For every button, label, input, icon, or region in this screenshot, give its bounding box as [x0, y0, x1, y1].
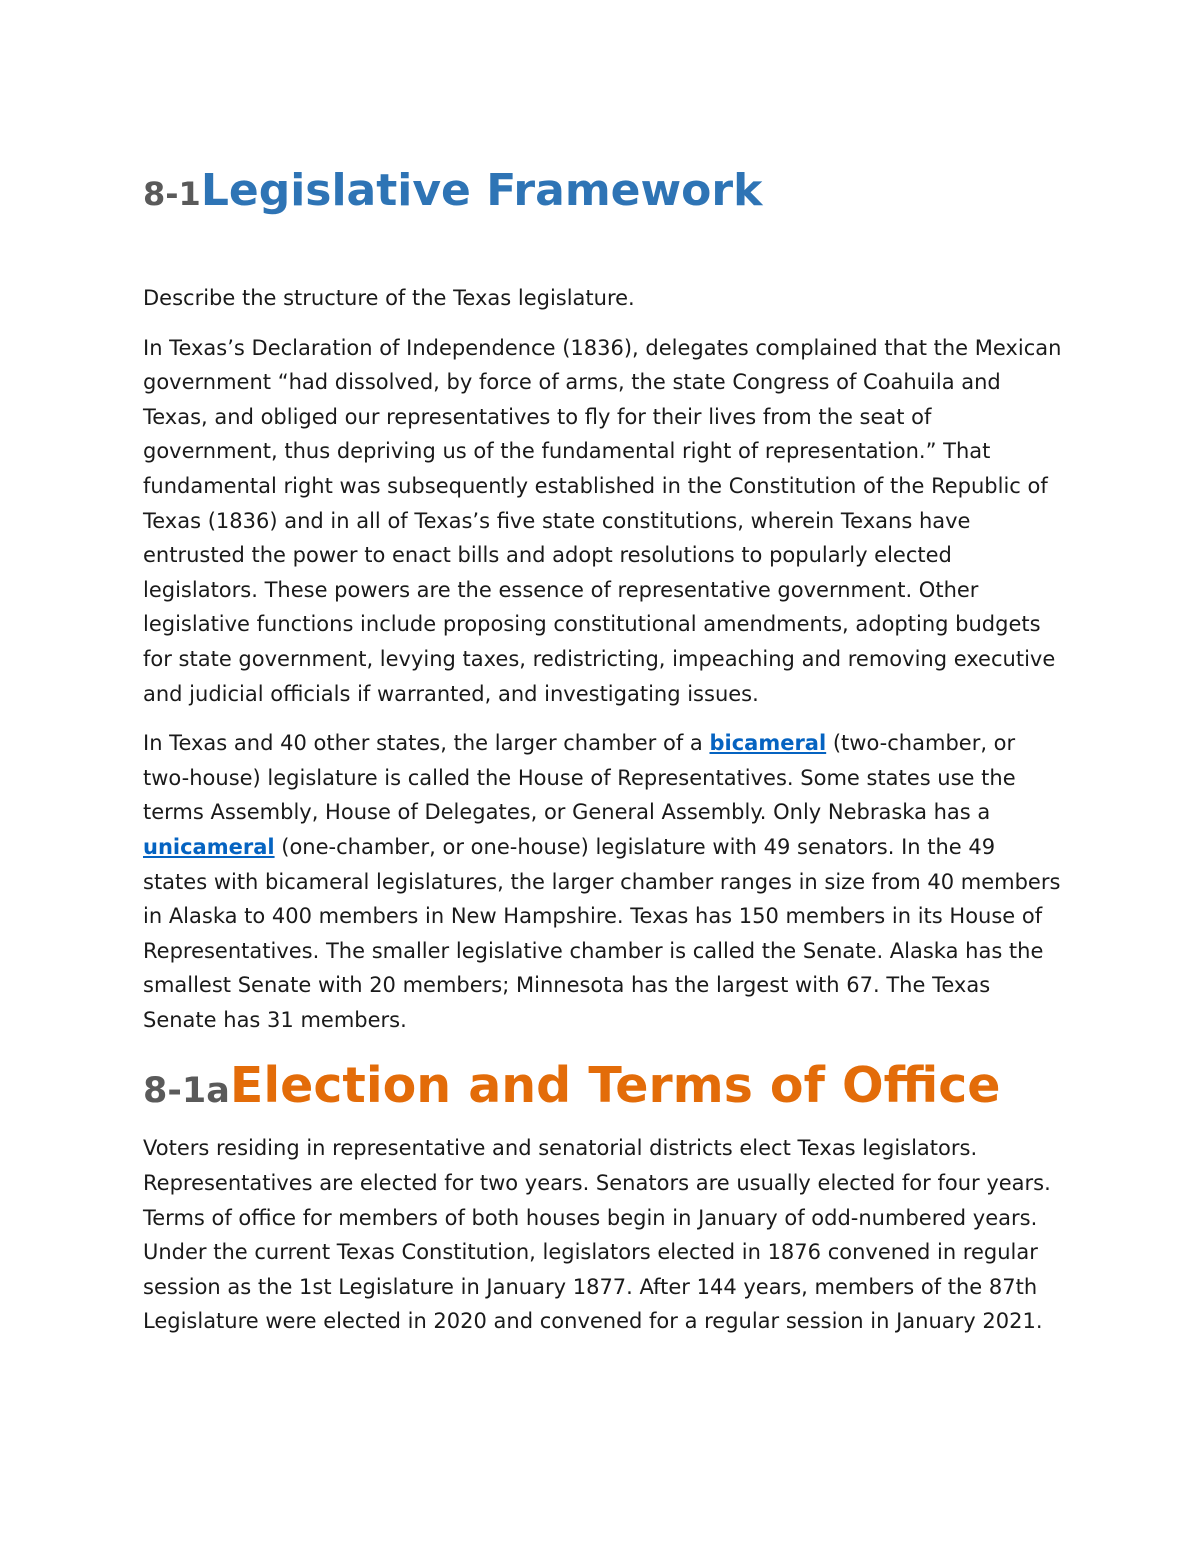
- section-number: 8-1: [143, 175, 201, 213]
- learning-objective: Describe the structure of the Texas legislature.: [143, 286, 635, 310]
- subsection-title: Election and Terms of Office: [229, 1057, 1001, 1115]
- paragraph-chambers-text-1: In Texas and 40 other states, the larger chamber of a: [143, 731, 710, 756]
- subsection-number: 8-1a: [143, 1071, 230, 1112]
- unicameral-link[interactable]: unicameral: [143, 834, 275, 859]
- section-heading: [143, 160, 1063, 225]
- paragraph-declaration: In Texas’s Declaration of Independence (1836), delegates complained that the Mexican government “had dissolved, by force of arms, the state Congress of Coahuila and Texas, and obliged our representatives to fly for their lives from the seat of government, thus depriving us of the fundamental right of representation.” That fundamental right was subsequently established in the Constitution of the Republic of Texas (1836) and in all of Texas’s five state constitutions, wherein Texans have entrusted the power to enact bills and adopt resolutions to popularly elected legislators. These powers are the essence of representative government. Other legislative functions include proposing constitutional amendments, adopting budgets for state government, levying taxes, redistricting, impeaching and removing executive and judicial officials if warranted, and investigating issues.: [143, 335, 1062, 706]
- paragraph-chambers: [143, 726, 1063, 1037]
- section-title: Legislative Framework: [200, 165, 763, 216]
- bicameral-link[interactable]: bicameral: [709, 731, 827, 756]
- paragraph-elections: Voters residing in representative and senatorial districts elect Texas legislators. Representatives are elected for two years. Senators are usually elected for four years. Terms of office for members of both houses begin in January of odd-numbered years. Under the current Texas Constitution, legislators elected in 1876 convened in regular session as the 1st Legislature in January 1877. After 144 years, members of the 87th Legislature were elected in 2020 and convened for a regular session in January 2021.: [143, 1136, 1051, 1334]
- document-page: [143, 160, 1063, 1339]
- subsection-heading: [143, 1053, 1063, 1127]
- paragraph-chambers-text-2: (two-chamber, or two-house) legislature is called the House of Representatives. Some states use the terms Assembly, House of Delegates, or General Assembly. Only Nebraska has a: [143, 731, 1016, 825]
- paragraph-chambers-text-3: (one-chamber, or one-house) legislature with 49 senators. In the 49 states with bicameral legislatures, the larger chamber ranges in size from 40 members in Alaska to 400 members in New Hampshire. Texas has 150 members in its House of Representatives. The smaller legislative chamber is called the Senate. Alaska has the smallest Senate with 20 members; Minnesota has the largest with 67. The Texas Senate has 31 members.: [143, 834, 1061, 1032]
